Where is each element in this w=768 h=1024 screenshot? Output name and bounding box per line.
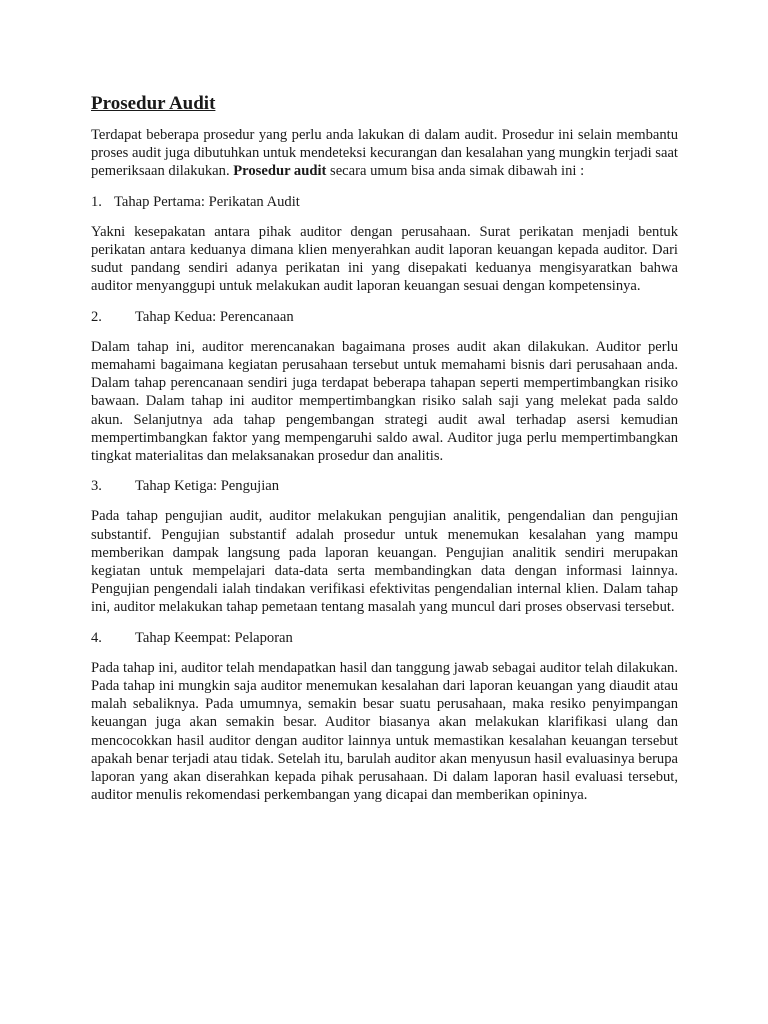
section-heading-text: Tahap Keempat: Pelaporan [135,629,293,646]
section-heading-text: Tahap Pertama: Perikatan Audit [114,193,300,210]
section-body-2: Dalam tahap ini, auditor merencanakan bagaimana proses audit akan dilakukan. Auditor perlu memahami bagaimana kegiatan perusahaan tersebut untuk memahami bisnis dari perusahaan anda. Dalam tahap perencanaan sendiri juga terdapat beberapa tahapan seperti mempertimbangkan risiko bawaan. Dalam tahap ini auditor mempertimbangkan risiko salah saji yang melekat pada saldo akun. Selanjutnya ada tahap pengembangan strategi audit awal terhadap asersi kemudian mempertimbangkan faktor yang mempengaruhi saldo awal. Auditor juga perlu mempertimbangkan tingkat materialitas dan melaksanakan prosedur dan analitis. [91,338,678,465]
section-heading-text: Tahap Kedua: Perencanaan [135,308,294,325]
section-number: 3. [91,478,102,495]
intro-text-end: secara umum bisa anda simak dibawah ini : [326,163,585,180]
section-number: 1. [91,193,102,210]
section-number: 4. [91,629,102,646]
section-number: 2. [91,308,102,325]
document-title: Prosedur Audit [91,93,216,114]
document-page [91,92,678,817]
section-heading-3 [91,477,678,495]
intro-bold-text: Prosedur audit [233,163,327,180]
section-body-1: Yakni kesepakatan antara pihak auditor dengan perusahaan. Surat perikatan menjadi bentuk perikatan antara keduanya dimana klien menyerahkan audit laporan keuangan kepada auditor. Dari sudut pandang sendiri adanya perikatan ini yang disepakati keduanya mengisyaratkan bahwa auditor menyanggupi untuk melakukan audit laporan keuangan sesuai dengan kompetensinya. [91,223,678,295]
section-heading-2 [91,308,678,326]
section-heading-1 [91,193,678,211]
intro-text: Terdapat beberapa prosedur yang perlu anda lakukan di dalam audit. Prosedur ini selain membantu proses audit juga dibutuhkan untuk mendeteksi kecurangan dan kesalahan yang mungkin terjadi saat pemeriksaan dilakukan. [91,127,678,180]
section-body-4: Pada tahap ini, auditor telah mendapatkan hasil dan tanggung jawab sebagai auditor telah dilakukan. Pada tahap ini mungkin saja auditor menemukan kesalahan dari laporan keuangan yang diaudit atau malah sebaliknya. Pada umumnya, semakin besar suatu perusahaan, maka resiko penyimpangan keuangan juga akan semakin besar. Auditor biasanya akan melakukan klarifikasi ulang dan mencocokkan hasil auditor dengan auditor lainnya untuk memastikan kesalahan keuangan tersebut apakah benar terjadi atau tidak. Setelah itu, barulah auditor akan menyusun hasil evaluasinya berupa laporan yang akan diserahkan kepada pihak perusahaan. Di dalam laporan hasil evaluasi tersebut, auditor menulis rekomendasi perkembangan yang dicapai dan memberikan opininya. [91,659,678,804]
section-heading-text: Tahap Ketiga: Pengujian [135,478,280,495]
section-heading-4 [91,629,678,647]
section-body-3: Pada tahap pengujian audit, auditor melakukan pengujian analitik, pengendalian dan pengujian substantif. Pengujian substantif adalah prosedur untuk menemukan kesalahan yang mampu memberikan dampak langsung pada laporan keuangan. Pengujian analitik sendiri merupakan kegiatan untuk mempelajari data-data serta membandingkan data dengan informasi lainnya. Pengujian pengendali ialah tindakan verifikasi efektivitas pengendalian internal klien. Dalam tahap ini, auditor melakukan tahap pemetaan tentang masalah yang muncul dari proses observasi tersebut. [91,508,678,616]
intro-paragraph [91,126,678,181]
